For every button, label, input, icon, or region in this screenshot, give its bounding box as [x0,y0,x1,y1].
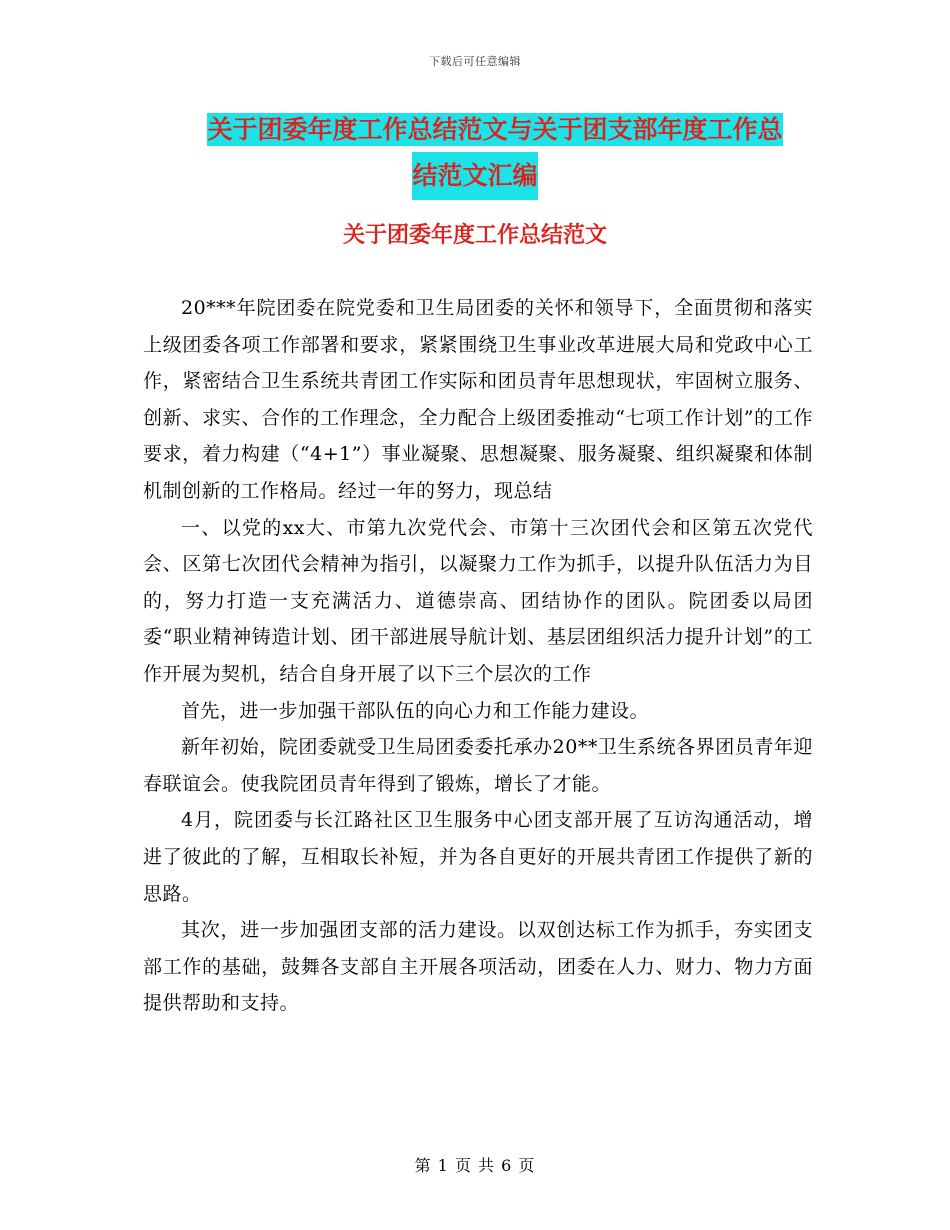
document-title-line2: 结范文汇编 [412,152,537,200]
page-number: 第 1 页 共 6 页 [414,1156,536,1175]
document-title [0,108,950,200]
paragraph: 20***年院团委在院党委和卫生局团委的关怀和领导下，全面贯彻和落实上级团委各项工作部署和要求，紧紧围绕卫生事业改革进展大局和党政中心工作，紧密结合卫生系统共青团工作实际和团员青年思想现状，牢固树立服务、创新、求实、合作的工作理念，全力配合上级团委推动“七项工作计划”的工作要求，着力构建（“4+1”）事业凝聚、思想凝聚、服务凝聚、组织凝聚和体制机制创新的工作格局。经过一年的努力，现总结 [143,297,813,502]
paragraph: 4月，院团委与长江路社区卫生服务中心团支部开展了互访沟通活动，增进了彼此的了解，互相取长补短，并为各自更好的开展共青团工作提供了新的思路。 [143,809,813,905]
document-body [143,290,813,1022]
section-title: 关于团委年度工作总结范文 [342,222,607,248]
paragraph: 首先，进一步加强干部队伍的向心力和工作能力建设。 [181,699,650,722]
paragraph: 一、以党的xx大、市第九次党代会、市第十三次团代会和区第五次党代会、区第七次团代会精神为指引，以凝聚力工作为抓手，以提升队伍活力为目的，努力打造一支充满活力、道德崇高、团结协作的团队。院团委以局团委“职业精神铸造计划、团干部进展导航计划、基层团组织活力提升计划”的工作开展为契机，结合自身开展了以下三个层次的工作 [143,516,813,685]
document-title-line1: 关于团委年度工作总结范文与关于团支部年度工作总 [207,115,783,144]
paragraph: 新年初始，院团委就受卫生局团委委托承办20**卫生系统各界团员青年迎春联谊会。使我院团员青年得到了锻炼，增长了才能。 [143,736,813,795]
paragraph: 其次，进一步加强团支部的活力建设。以双创达标工作为抓手，夯实团支部工作的基础，鼓舞各支部自主开展各项活动，团委在人力、财力、物力方面提供帮助和支持。 [143,919,813,1015]
page-header-note: 下载后可任意编辑 [429,55,521,68]
